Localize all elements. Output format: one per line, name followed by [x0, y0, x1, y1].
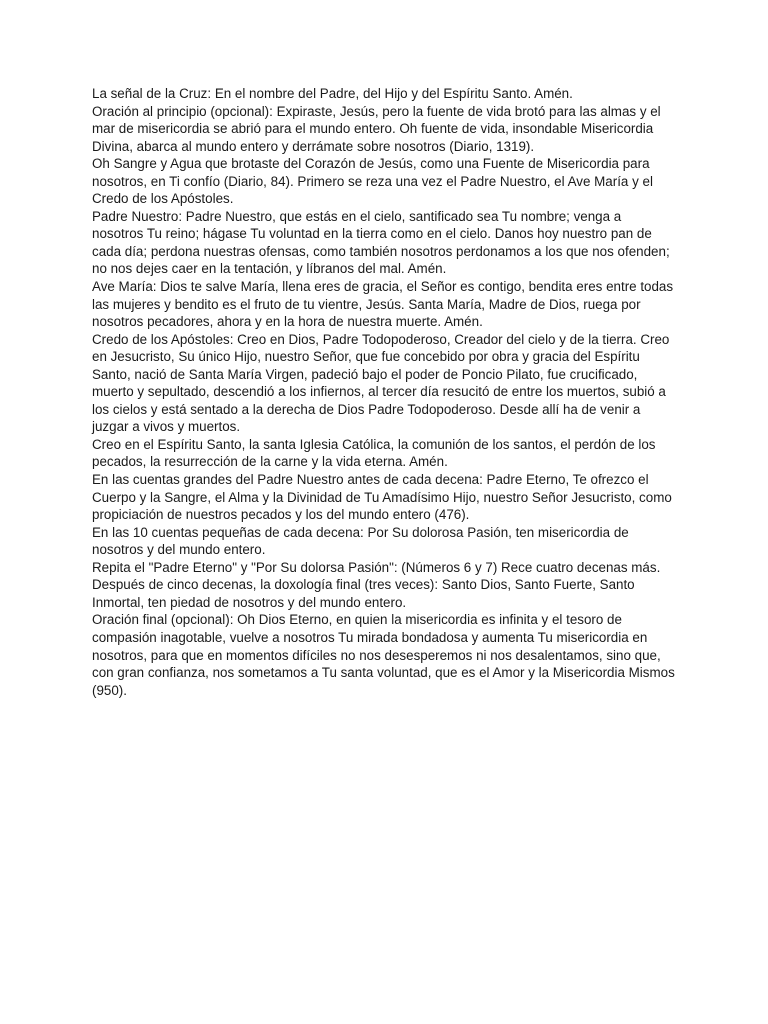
paragraph-senal-de-la-cruz: La señal de la Cruz: En el nombre del Padre, del Hijo y del Espíritu Santo. Amén.: [92, 86, 573, 101]
paragraph-cuentas-pequenas: En las 10 cuentas pequeñas de cada decena: Por Su dolorosa Pasión, ten misericordia de nosotros y del mundo entero.: [92, 524, 629, 558]
paragraph-credo: Credo de los Apóstoles: Creo en Dios, Padre Todopoderoso, Creador del cielo y de la tierra. Creo en Jesucristo, Su único Hijo, nuestro Señor, que fue concebido por obra y gracia del Espíritu Santo, nació de Santa María Virgen, padeció bajo el poder de Poncio Pilato, fue crucificado, muerto y sepultado, descendió a los infiernos, al tercer día resucitó de entre los muertos, subió a los cielos y está sentado a la derecha de Dios Padre Todopoderoso. Desde allí ha de venir a juzgar a vivos y muertos.: [92, 331, 670, 435]
paragraph-padre-nuestro: Padre Nuestro: Padre Nuestro, que estás en el cielo, santificado sea Tu nombre; venga a nosotros Tu reino; hágase Tu voluntad en la tierra como en el cielo. Danos hoy nuestro pan de cada día; perdona nuestras ofensas, como también nosotros perdonamos a los que nos ofenden; no nos dejes caer en la tentación, y líbranos del mal. Amén.: [92, 208, 670, 277]
paragraph-oracion-al-principio: Oración al principio (opcional): Expiraste, Jesús, pero la fuente de vida brotó para las almas y el mar de misericordia se abrió para el mundo entero. Oh fuente de vida, insondable Misericordia Divina, abarca al mundo entero y derrámate sobre nosotros (Diario, 1319).: [92, 103, 661, 154]
paragraph-doxologia: Después de cinco decenas, la doxología final (tres veces): Santo Dios, Santo Fuerte, Santo Inmortal, ten piedad de nosotros y del mundo entero.: [92, 577, 635, 610]
paragraph-oh-sangre-y-agua: Oh Sangre y Agua que brotaste del Corazón de Jesús, como una Fuente de Misericordia para nosotros, en Ti confío (Diario, 84). Primero se reza una vez el Padre Nuestro, el Ave María y el Credo de los Apóstoles.: [92, 156, 653, 207]
paragraph-repita: Repita el "Padre Eterno" y "Por Su dolorsa Pasión": (Números 6 y 7) Rece cuatro decenas más.: [92, 559, 661, 575]
paragraph-oracion-final: Oración final (opcional): Oh Dios Eterno, en quien la misericordia es infinita y el tesoro de compasión inagotable, vuelve a nosotros Tu mirada bondadosa y aumenta Tu misericordia en nosotros, para que en momentos difíciles no nos desesperemos ni nos desalentamos, sino que, con gran confianza, nos sometamos a Tu santa voluntad, que es el Amor y la Misericordia Mismos (950).: [92, 612, 675, 698]
paragraph-ave-maria: Ave María: Dios te salve María, llena eres de gracia, el Señor es contigo, bendita eres entre todas las mujeres y bendito es el fruto de tu vientre, Jesús. Santa María, Madre de Dios, ruega por nosotros pecadores, ahora y en la hora de nuestra muerte. Amén.: [92, 279, 674, 330]
paragraph-espiritu-santo: Creo en el Espíritu Santo, la santa Iglesia Católica, la comunión de los santos, el perdón de los pecados, la resurrección de la carne y la vida eterna. Amén.: [92, 436, 656, 470]
document-body: [92, 85, 676, 699]
paragraph-cuentas-grandes: En las cuentas grandes del Padre Nuestro antes de cada decena: Padre Eterno, Te ofrezco el Cuerpo y la Sangre, el Alma y la Divinidad de Tu Amadísimo Hijo, nuestro Señor Jesucristo, como propiciación de nuestros pecados y los del mundo entero (476).: [92, 472, 672, 523]
